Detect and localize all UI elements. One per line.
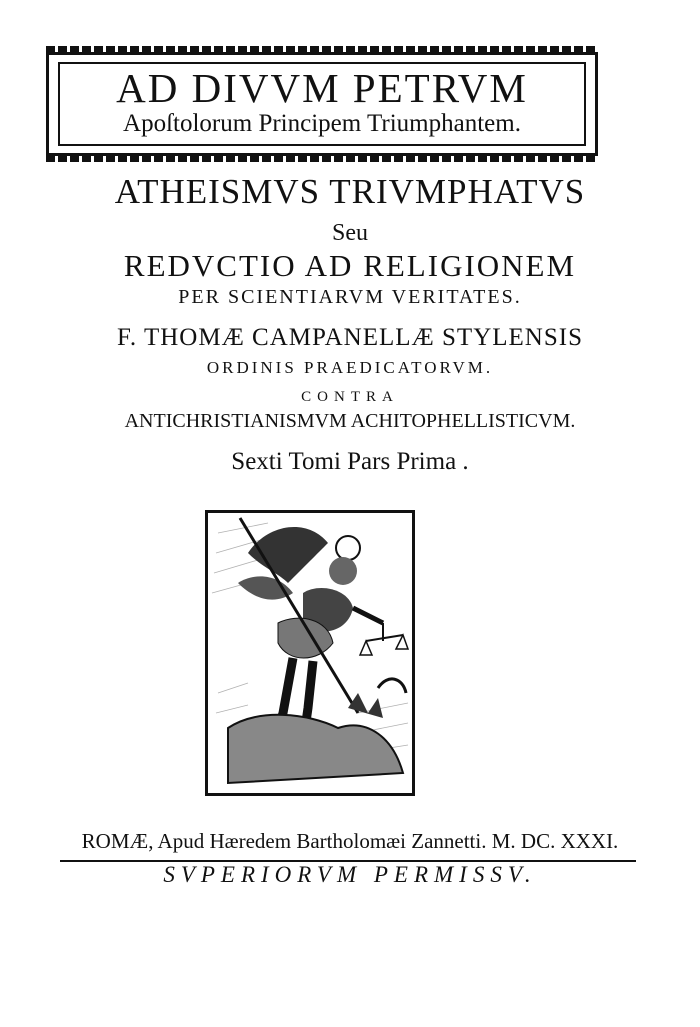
main-title: ATHEISMVS TRIVMPHATVS bbox=[114, 172, 586, 211]
woodcut-illustration bbox=[205, 510, 415, 796]
archangel-michael-woodcut bbox=[208, 513, 412, 793]
title-seu: Seu bbox=[332, 220, 368, 246]
dedication-subtitle: Apoſtolorum Principem Triumphantem. bbox=[123, 110, 521, 137]
permission-line: SVPERIORVM PERMISSV. bbox=[163, 862, 537, 887]
bottom-ornament-rule bbox=[46, 156, 598, 162]
imprint-line: ROMÆ, Apud Hæredem Bartholomæi Zannetti. M. DC. XXXI. bbox=[81, 829, 619, 853]
author-line: F. THOMÆ CAMPANELLÆ STYLENSIS bbox=[117, 324, 583, 351]
anti-line: ANTICHRISTIANISMVM ACHITOPHELLISTICVM. bbox=[124, 410, 576, 432]
order-line: ORDINIS PRAEDICATORVM. bbox=[206, 358, 494, 377]
volume-line: Sexti Tomi Pars Prima . bbox=[231, 448, 469, 475]
contra-line: CONTRA bbox=[301, 389, 399, 405]
dedication-title: AD DIVVM PETRVM bbox=[116, 65, 528, 111]
subtitle-per: PER SCIENTIARVM VERITATES. bbox=[178, 286, 522, 308]
dedication-box bbox=[58, 62, 586, 146]
subtitle-reductio: REDVCTIO AD RELIGIONEM bbox=[123, 248, 577, 283]
